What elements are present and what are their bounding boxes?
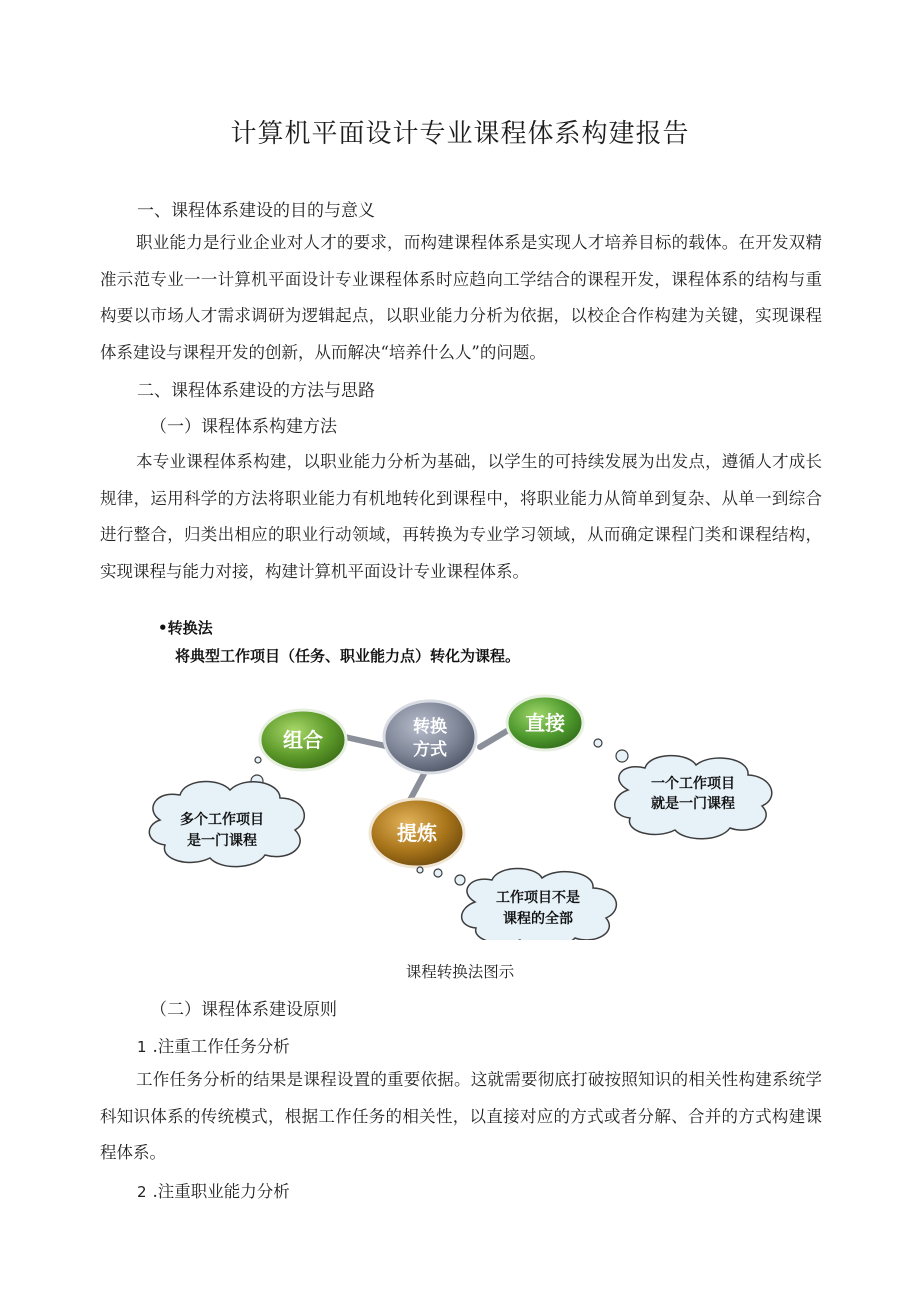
cloud-direct-line2: 就是一门课程 bbox=[651, 796, 735, 812]
node-direct-label: 直接 bbox=[525, 711, 565, 735]
node-refine-label: 提炼 bbox=[397, 821, 437, 845]
principle-item-1 bbox=[137, 1033, 290, 1057]
conversion-method-diagram bbox=[140, 690, 780, 940]
figure-caption: 课程转换法图示 bbox=[405, 963, 515, 981]
cloud-refine-line1: 工作项目不是 bbox=[496, 890, 580, 906]
section-1-paragraph: 职业能力是行业企业对人才的要求，而构建课程体系是实现人才培养目标的载体。在开发双精准示范专业一一计算机平面设计专业课程体系时应趋向工学结合的课程开发，课程体系的结构与重构要以市场人才需求调研为逻辑起点，以职业能力分析为依据，以校企合作构建为关键，实现课程体系建设与课程开发的创新，从而解决“培养什么人”的问题。 bbox=[100, 233, 822, 362]
node-combine bbox=[260, 710, 346, 770]
bubbles-refine bbox=[417, 867, 465, 885]
subsection-1-heading: （一）课程体系构建方法 bbox=[150, 417, 337, 437]
center-node-conversion bbox=[384, 701, 476, 773]
principle-item-1-paragraph: 工作任务分析的结果是课程设置的重要依据。这就需要彻底打破按照知识的相关性构建系统学科知识体系的传统模式，根据工作任务的相关性，以直接对应的方式或者分解、合并的方式构建课程体系。 bbox=[100, 1070, 822, 1162]
cloud-refine-line2: 课程的全部 bbox=[503, 911, 573, 927]
cloud-combine-line1: 多个工作项目 bbox=[180, 812, 264, 828]
node-direct bbox=[507, 696, 583, 750]
bubbles-direct bbox=[594, 739, 628, 762]
principle-item-2 bbox=[137, 1178, 290, 1202]
node-combine-label: 组合 bbox=[283, 728, 323, 752]
section-1-heading: 一、课程体系建设的目的与意义 bbox=[137, 201, 375, 221]
cloud-direct-line1: 一个工作项目 bbox=[651, 776, 735, 792]
center-node-line1: 转换 bbox=[413, 717, 447, 737]
principle-item-1-number: 1 bbox=[137, 1038, 147, 1056]
cloud-refine bbox=[462, 868, 617, 940]
principle-item-2-number: 2 bbox=[137, 1183, 147, 1201]
subsection-1-paragraph: 本专业课程体系构建，以职业能力分析为基础，以学生的可持续发展为出发点，遵循人才成长规律，运用科学的方法将职业能力有机地转化到课程中，将职业能力从简单到复杂、从单一到综合进行整合，归类出相应的职业行动领域，再转换为专业学习领域，从而确定课程门类和课程结构，实现课程与能力对接，构建计算机平面设计专业课程体系。 bbox=[100, 452, 822, 581]
principle-item-1-label: .注重工作任务分析 bbox=[152, 1037, 290, 1056]
section-2-heading: 二、课程体系建设的方法与思路 bbox=[137, 381, 375, 401]
cloud-combine bbox=[149, 782, 304, 867]
document-title: 计算机平面设计专业课程体系构建报告 bbox=[230, 119, 690, 149]
subsection-2-heading: （二）课程体系建设原则 bbox=[150, 1000, 337, 1020]
cloud-direct bbox=[615, 756, 772, 839]
node-refine bbox=[370, 799, 464, 867]
cloud-combine-line2: 是一门课程 bbox=[187, 833, 257, 849]
principle-item-2-label: .注重职业能力分析 bbox=[152, 1182, 290, 1201]
figure-bullet-title: •转换法 bbox=[158, 619, 213, 637]
center-node-line2: 方式 bbox=[413, 740, 447, 760]
figure-bullet-description: 将典型工作项目（任务、职业能力点）转化为课程。 bbox=[175, 647, 521, 665]
